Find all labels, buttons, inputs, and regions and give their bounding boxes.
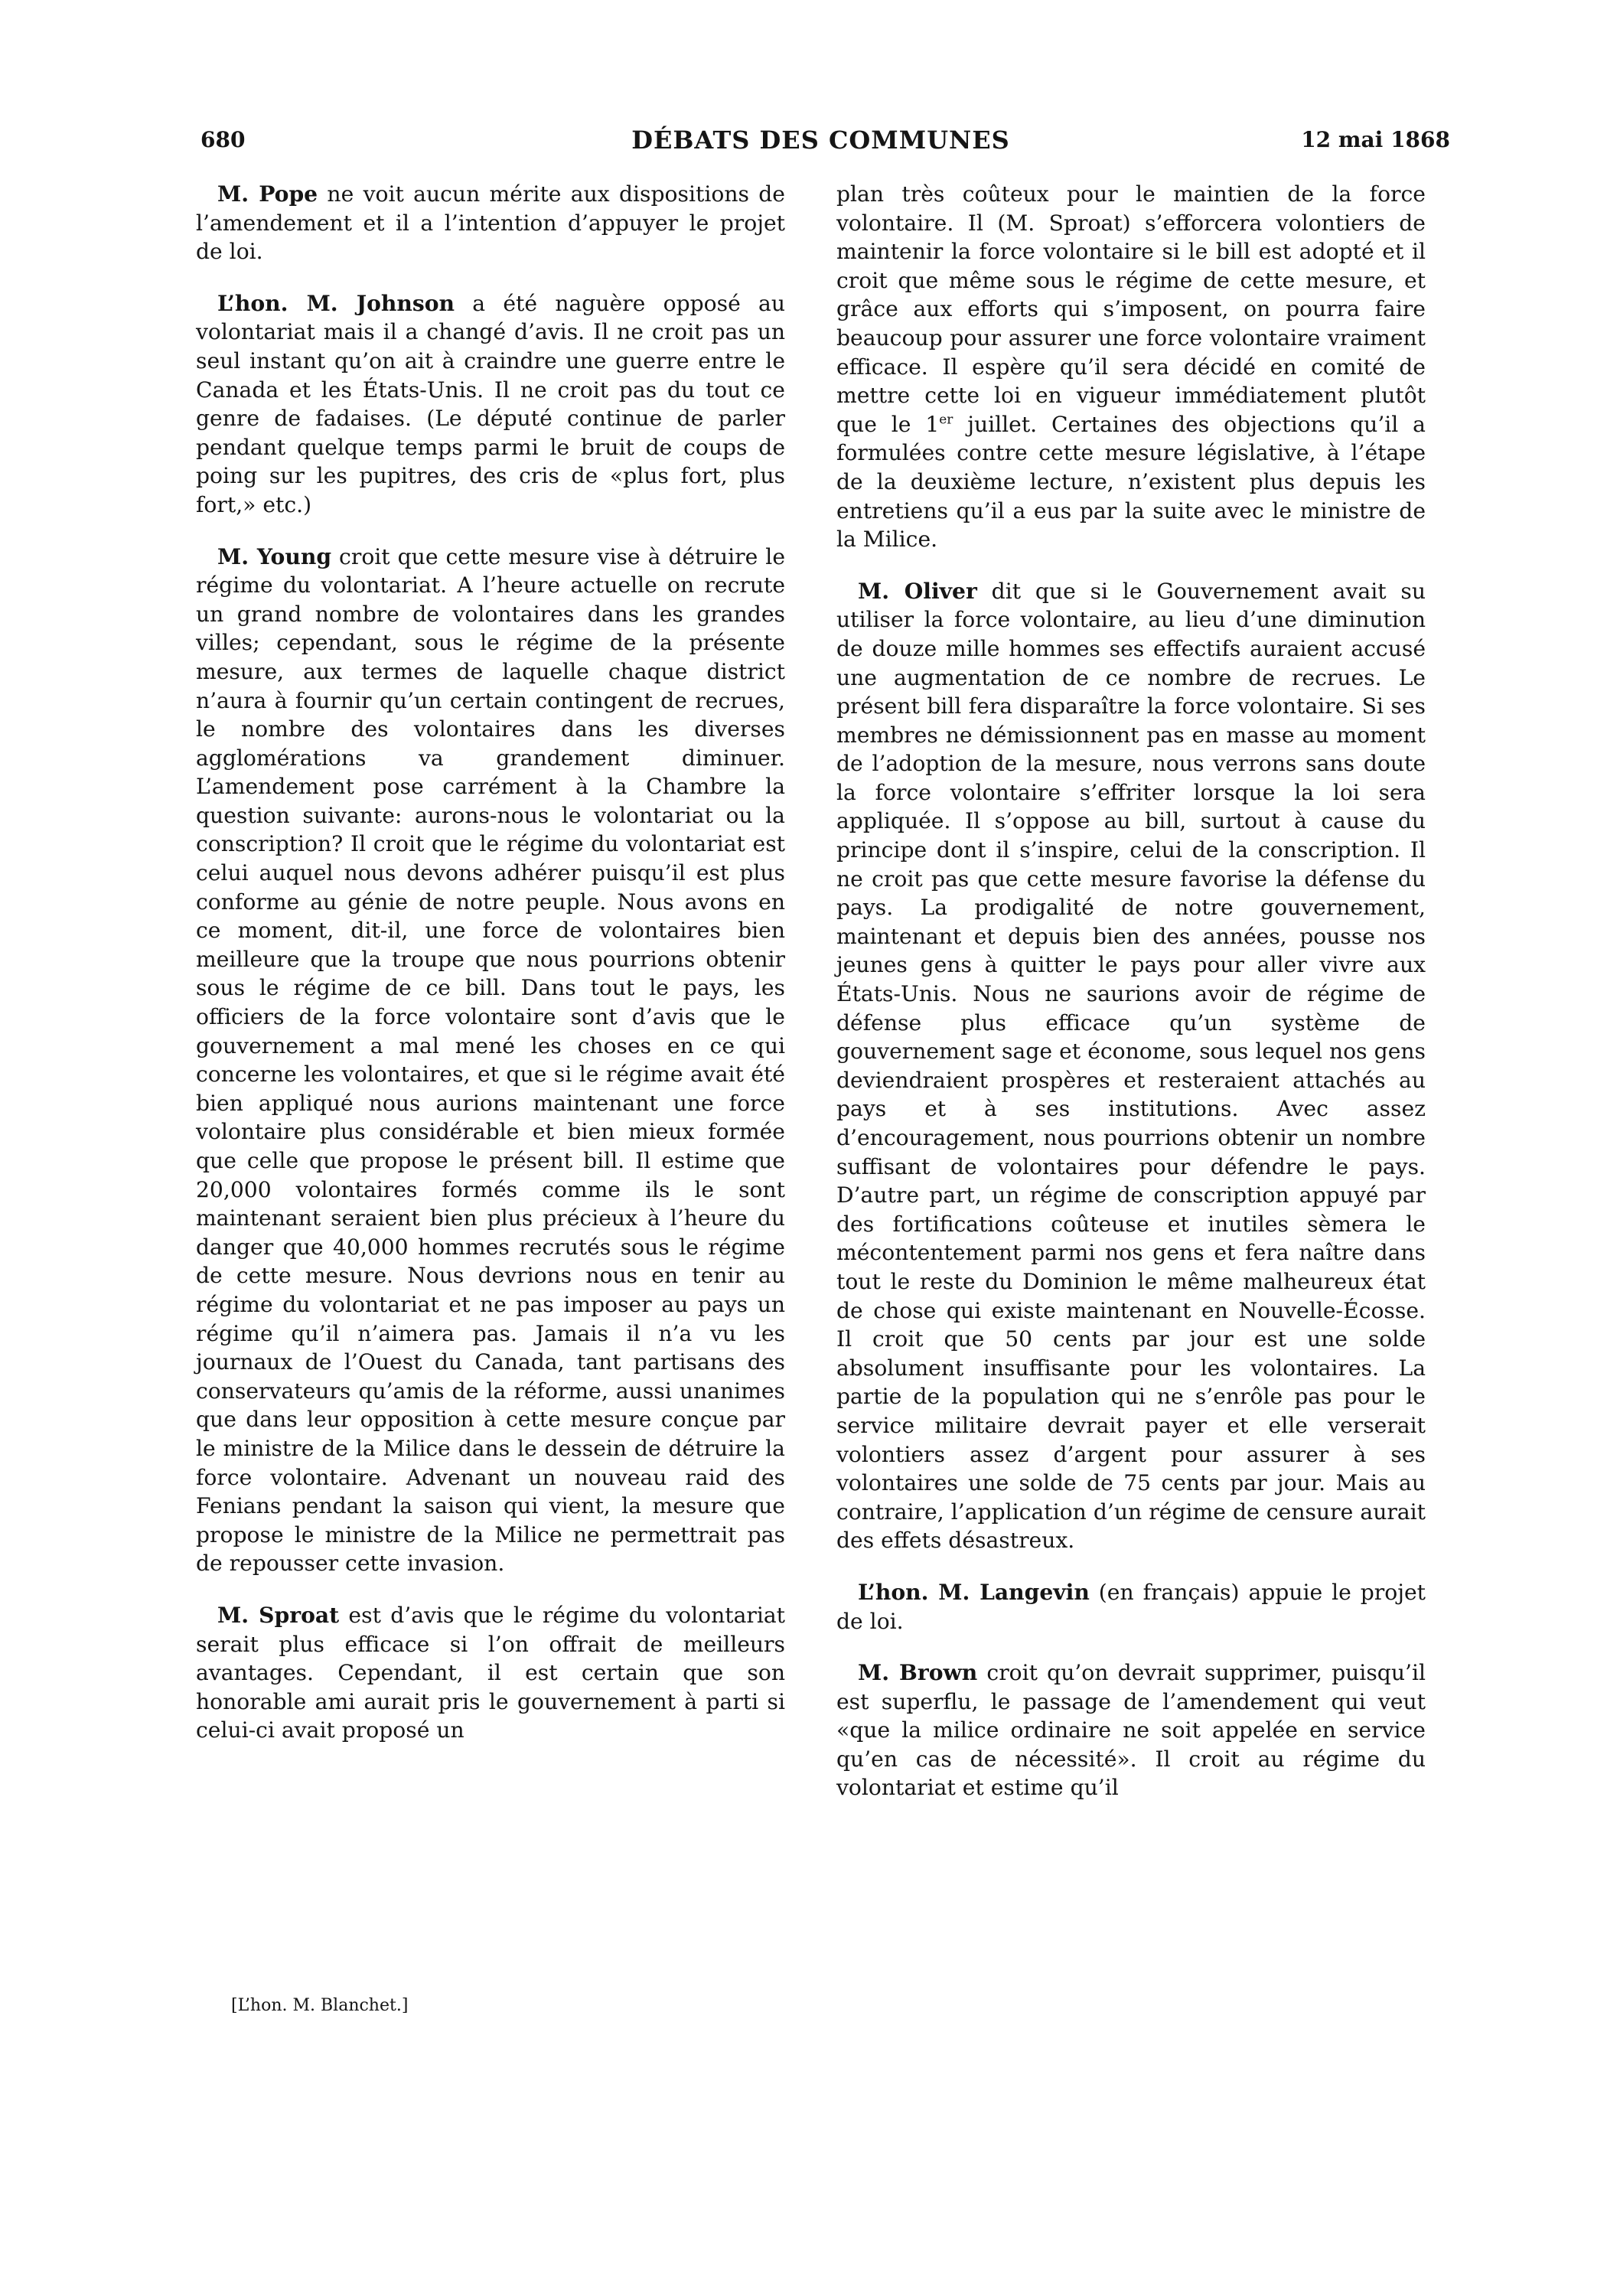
paragraph-text: ne voit aucun mérite aux dispositions de l’amendement et il a l’intention d’appuyer le projet de loi. <box>196 181 785 265</box>
paragraph-text: croit que cette mesure vise à détruire le régime du volontariat. A l’heure actuelle on recrute un grand nombre de volontaires dans les grandes villes; cependant, sous le régime de la présente mesure, aux termes de laquelle chaque district n’aura à fournir qu’un certain contingent de recrues, le nombre des volontaires dans les diverses agglomérations va grandement diminuer. L’amendement pose carrément à la Chambre la question suivante: aurons-nous le volontariat ou la conscription? Il croit que le régime du volontariat est celui auquel nous devons adhérer puisqu’il est plus conforme au génie de notre peuple. Nous avons en ce moment, dit-il, une force de volontaires bien meilleure que la troupe que nous pourrions obtenir sous le régime de ce bill. Dans tout le pays, les officiers de la force volontaire sont d’avis que le gouvernement a mal mené les choses en ce qui concerne les volontaires, et que si le régime avait été bien appliqué nous aurions maintenant une force volontaire plus considérable et bien mieux formée que celle que propose le présent bill. Il estime que 20,000 volontaires formés comme ils le sont maintenant seraient bien plus précieux à l’heure du danger que 40,000 hommes recrutés sous le régime de cette mesure. Nous devrions nous en tenir au régime du volontariat et ne pas imposer au pays un régime qu’il n’aimera pas. Jamais il n’a vu les journaux de l’Ouest du Canada, tant partisans des conservateurs qu’amis de la réforme, aussi unanimes que dans leur opposition à cette mesure conçue par le ministre de la Milice dans le dessein de détruire la force volontaire. Advenant un nouveau raid des Fenians pendant la saison qui vient, la mesure que propose le ministre de la Milice ne permettrait pas de repousser cette invasion. <box>196 543 785 1577</box>
speaker-name: M. Brown <box>858 1660 978 1686</box>
speaker-name: L’hon. M. Langevin <box>858 1579 1090 1605</box>
paragraph <box>836 180 1426 554</box>
paragraph-text: est d’avis que le régime du volontariat serait plus efficace si l’on offrait de meilleurs avantages. Cependant, il est certain que son honorable ami aurait pris le gouvernement à parti si celui-ci avait proposé un <box>196 1602 785 1743</box>
speaker-name: L’hon. M. Johnson <box>217 290 455 316</box>
paragraph-text: a été naguère opposé au volontariat mais il a changé d’avis. Il ne croit pas un seul instant qu’on ait à craindre une guerre entre le Canada et les États-Unis. Il ne croit pas du tout ce genre de fadaises. (Le député continue de parler pendant quelque temps parmi le bruit de coups de poing sur les pupitres, des cris de «plus fort, plus fort,» etc.) <box>196 290 785 517</box>
superscript: er <box>939 411 953 427</box>
paragraph-text: (en français) appuie le projet de loi. <box>836 1579 1426 1634</box>
paragraph <box>836 1578 1426 1636</box>
paragraph <box>836 1658 1426 1802</box>
left-column <box>196 180 785 1768</box>
paragraph-text: dit que si le Gouvernement avait su utiliser la force volontaire, au lieu d’une diminution de douze mille hommes ses effectifs auraient accusé une augmentation de ce nombre de recrues. Le présent bill fera disparaître la force volontaire. Si ses membres ne démissionnent pas en masse au moment de l’adoption de la mesure, nous verrons sans doute la force volontaire s’effriter lorsque la loi sera appliquée. Il s’oppose au bill, surtout à cause du principe dont il s’inspire, celui de la conscription. Il ne croit pas que cette mesure favorise la défense du pays. La prodigalité de notre gouvernement, maintenant et depuis bien des années, pousse nos jeunes gens à quitter le pays pour aller vivre aux États-Unis. Nous ne saurions avoir de régime de défense plus efficace qu’un système de gouvernement sage et économe, sous lequel nos gens deviendraient prospères et resteraient attachés au pays et à ses institutions. Avec assez d’encouragement, nous pourrions obtenir un nombre suffisant de volontaires pour défendre le pays. D’autre part, un régime de conscription appuyé par des fortifications coûteuse et inutiles sèmera le mécontentement parmi nos gens et fera naître dans tout le reste du Dominion le même malheureux état de chose qui existe maintenant en Nouvelle-Écosse. Il croit que 50 cents par jour est une solde absolument insuffisante pour les volontaires. La partie de la population qui ne s’enrôle pas pour le service militaire devrait payer et elle verserait volontiers assez d’argent pour assurer à ses volontaires une solde de 75 cents par jour. Mais au contraire, l’application d’un régime de censure aurait des effets désastreux. <box>836 578 1426 1554</box>
paragraph-text: plan très coûteux pour le maintien de la force volontaire. Il (M. Sproat) s’efforcera volontiers de maintenir la force volontaire si le bill est adopté et il croit que même sous le régime de cette mesure, et grâce aux efforts qui s’imposent, on pourra faire beaucoup pour assurer une force volontaire vraiment efficace. Il espère qu’il sera décidé en comité de mettre cette loi en vigueur immédiatement plutôt que le 1 <box>836 181 1426 437</box>
footer-reference: [L’hon. M. Blanchet.] <box>231 1996 409 2015</box>
right-column <box>836 180 1426 1825</box>
paragraph <box>196 180 785 266</box>
speaker-name: M. Young <box>217 543 332 569</box>
paragraph-text: croit qu’on devrait supprimer, puisqu’il est superflu, le passage de l’amendement qui veut «que la milice ordinaire ne soit appelée en service qu’en cas de nécessité». Il croit au régime du volontariat et estime qu’il <box>836 1660 1426 1801</box>
speaker-name: M. Pope <box>217 181 318 207</box>
page-date: 12 mai 1868 <box>1301 127 1450 152</box>
paragraph <box>196 289 785 520</box>
page-number: 680 <box>200 127 246 152</box>
paragraph-text: juillet. Certaines des objections qu’il a formulées contre cette mesure législative, à l’étape de la deuxième lecture, n’existent plus depuis les entretiens qu’il a eus par la suite avec le ministre de la Milice. <box>836 411 1426 553</box>
speaker-name: M. Sproat <box>217 1602 340 1628</box>
page-header <box>191 122 1450 161</box>
speaker-name: M. Oliver <box>858 578 977 604</box>
paragraph <box>196 543 785 1578</box>
publication-title: DÉBATS DES COMMUNES <box>631 126 1010 155</box>
paragraph <box>196 1601 785 1745</box>
paragraph <box>836 577 1426 1555</box>
